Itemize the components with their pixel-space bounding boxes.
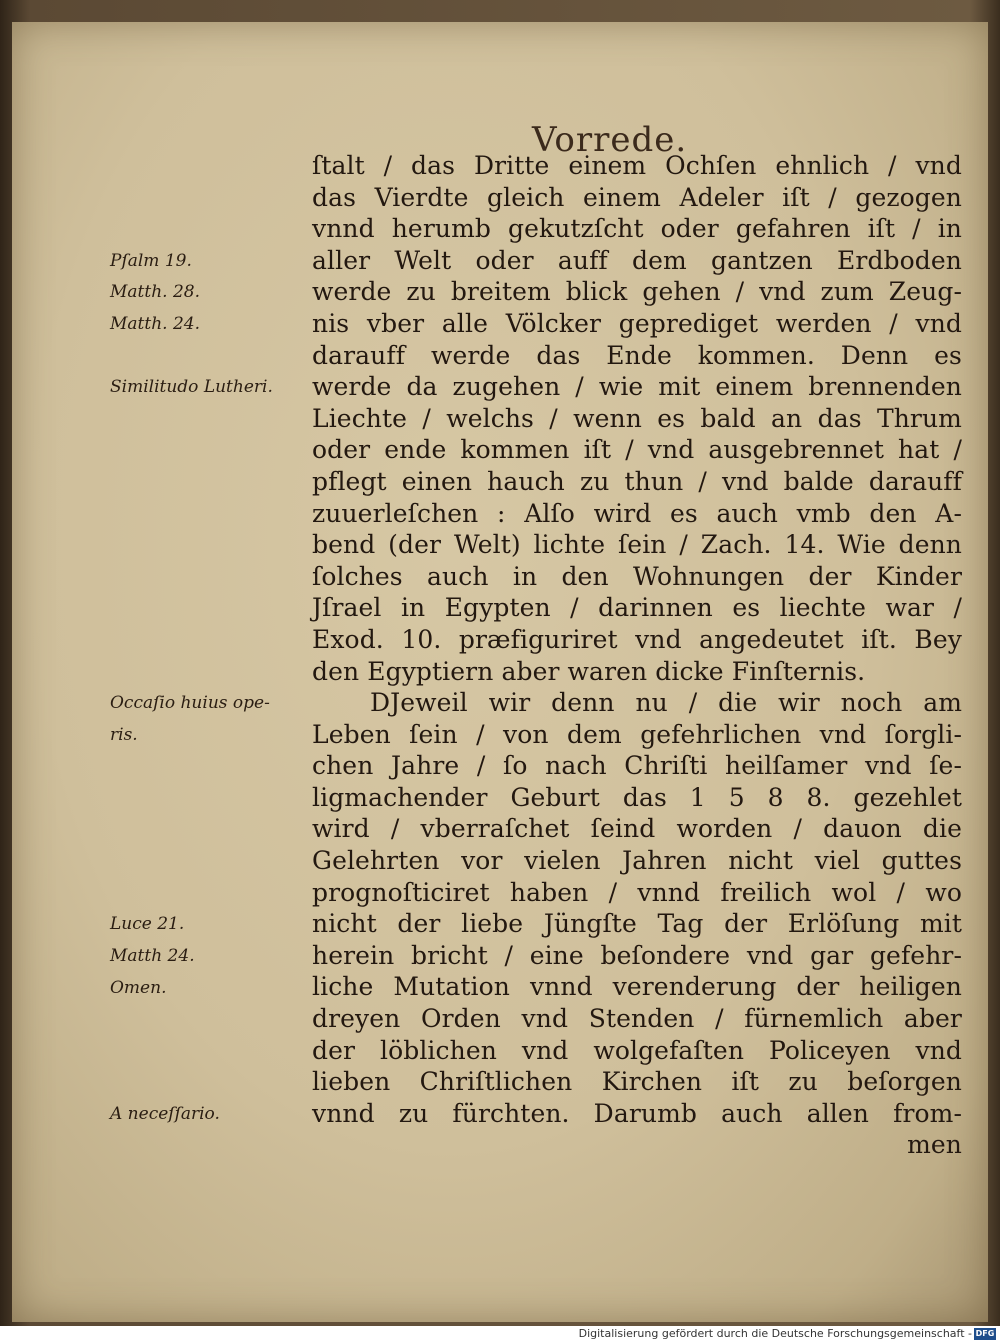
text-line: aller Welt oder auff dem gantzen Erdboden	[312, 245, 962, 275]
margin-note: Similitudo Lutheri.	[110, 377, 273, 398]
margin-note: Luce 21.	[110, 914, 185, 935]
footer-credit: Digitalisierung gefördert durch die Deutsche Forschungsgemeinschaft -	[578, 1327, 972, 1340]
text-line: men	[907, 1130, 962, 1160]
text-line: den Egyptiern aber waren dicke Finſternis.	[312, 656, 866, 686]
text-line: wird / vberraſchet ſeind worden / dauon die	[312, 814, 962, 844]
text-line: chen Jahre / ſo nach Chriſti heilſamer vnd ſe-	[312, 751, 962, 781]
text-line: pflegt einen hauch zu thun / vnd balde darauff	[312, 466, 962, 496]
margin-note: Pſalm 19.	[110, 250, 192, 271]
text-line: Leben ſein / von dem gefehrlichen vnd ſorgli-	[312, 719, 962, 749]
margin-note: Occaſio huius ope-	[110, 693, 270, 714]
text-line: nis vber alle Völcker geprediget werden / vnd	[312, 308, 962, 338]
margin-note: Matth. 24.	[110, 314, 200, 334]
text-line: Liechte / welchs / wenn es bald an das Thrum	[312, 403, 962, 433]
text-line: prognoſticiret haben / vnnd freilich wol / wo	[312, 877, 962, 907]
text-line: dreyen Orden vnd Stenden / fürnemlich aber	[312, 1004, 962, 1034]
text-line: Gelehrten vor vielen Jahren nicht viel guttes	[312, 846, 962, 876]
text-line: ligmachender Geburt das 1 5 8 8. gezehlet	[312, 782, 962, 812]
text-line: nicht der liebe Jüngſte Tag der Erlöſung mit	[312, 909, 962, 939]
margin-note: Matth. 28.	[110, 282, 200, 303]
text-line: werde da zugehen / wie mit einem brennenden	[312, 372, 962, 402]
text-line: ſolches auch in den Wohnungen der Kinder	[312, 561, 962, 591]
margin-note: A neceſſario.	[110, 1104, 220, 1124]
text-line: ſtalt / das Dritte einem Ochſen ehnlich / vnd	[312, 151, 962, 180]
text-line: liche Mutation vnnd verenderung der heiligen	[312, 972, 962, 1002]
text-line: bend (der Welt) lichte ſein / Zach. 14. Wie denn	[312, 530, 962, 560]
body-text	[312, 150, 962, 1161]
text-line: Jſrael in Egypten / darinnen es liechte war /	[312, 593, 962, 623]
text-line: DJeweil wir denn nu / die wir noch am	[370, 688, 962, 718]
text-line: das Vierdte gleich einem Adeler iſt / gezogen	[312, 182, 962, 212]
margin-note: Omen.	[110, 977, 167, 998]
text-line: werde zu breitem blick gehen / vnd zum Zeug-	[312, 277, 962, 307]
running-head: Vorrede.	[532, 120, 688, 160]
text-line: herein bricht / eine beſondere vnd gar gefehr-	[312, 940, 962, 970]
text-line: zuuerleſchen : Alſo wird es auch vmb den A-	[312, 498, 962, 528]
dfg-logo: DFG	[975, 1329, 995, 1338]
text-line: lieben Chriſtlichen Kirchen iſt zu beſorgen	[312, 1067, 962, 1097]
text-line: darauff werde das Ende kommen. Denn es	[312, 340, 962, 370]
text-line: Exod. 10. præfiguriret vnd angedeutet iſt. Bey	[312, 624, 962, 654]
text-line: der löblichen vnd wolgefaſten Policeyen vnd	[312, 1035, 962, 1065]
text-line: vnnd zu fürchten. Darumb auch allen from-	[312, 1098, 962, 1128]
margin-note: Matth 24.	[110, 946, 195, 966]
footer-bar	[0, 1326, 1000, 1343]
text-line: oder ende kommen iſt / vnd ausgebrennet hat /	[312, 435, 962, 465]
margin-note: ris.	[110, 724, 138, 745]
text-line: vnnd herumb gekutzſcht oder gefahren iſt / in	[312, 214, 962, 244]
